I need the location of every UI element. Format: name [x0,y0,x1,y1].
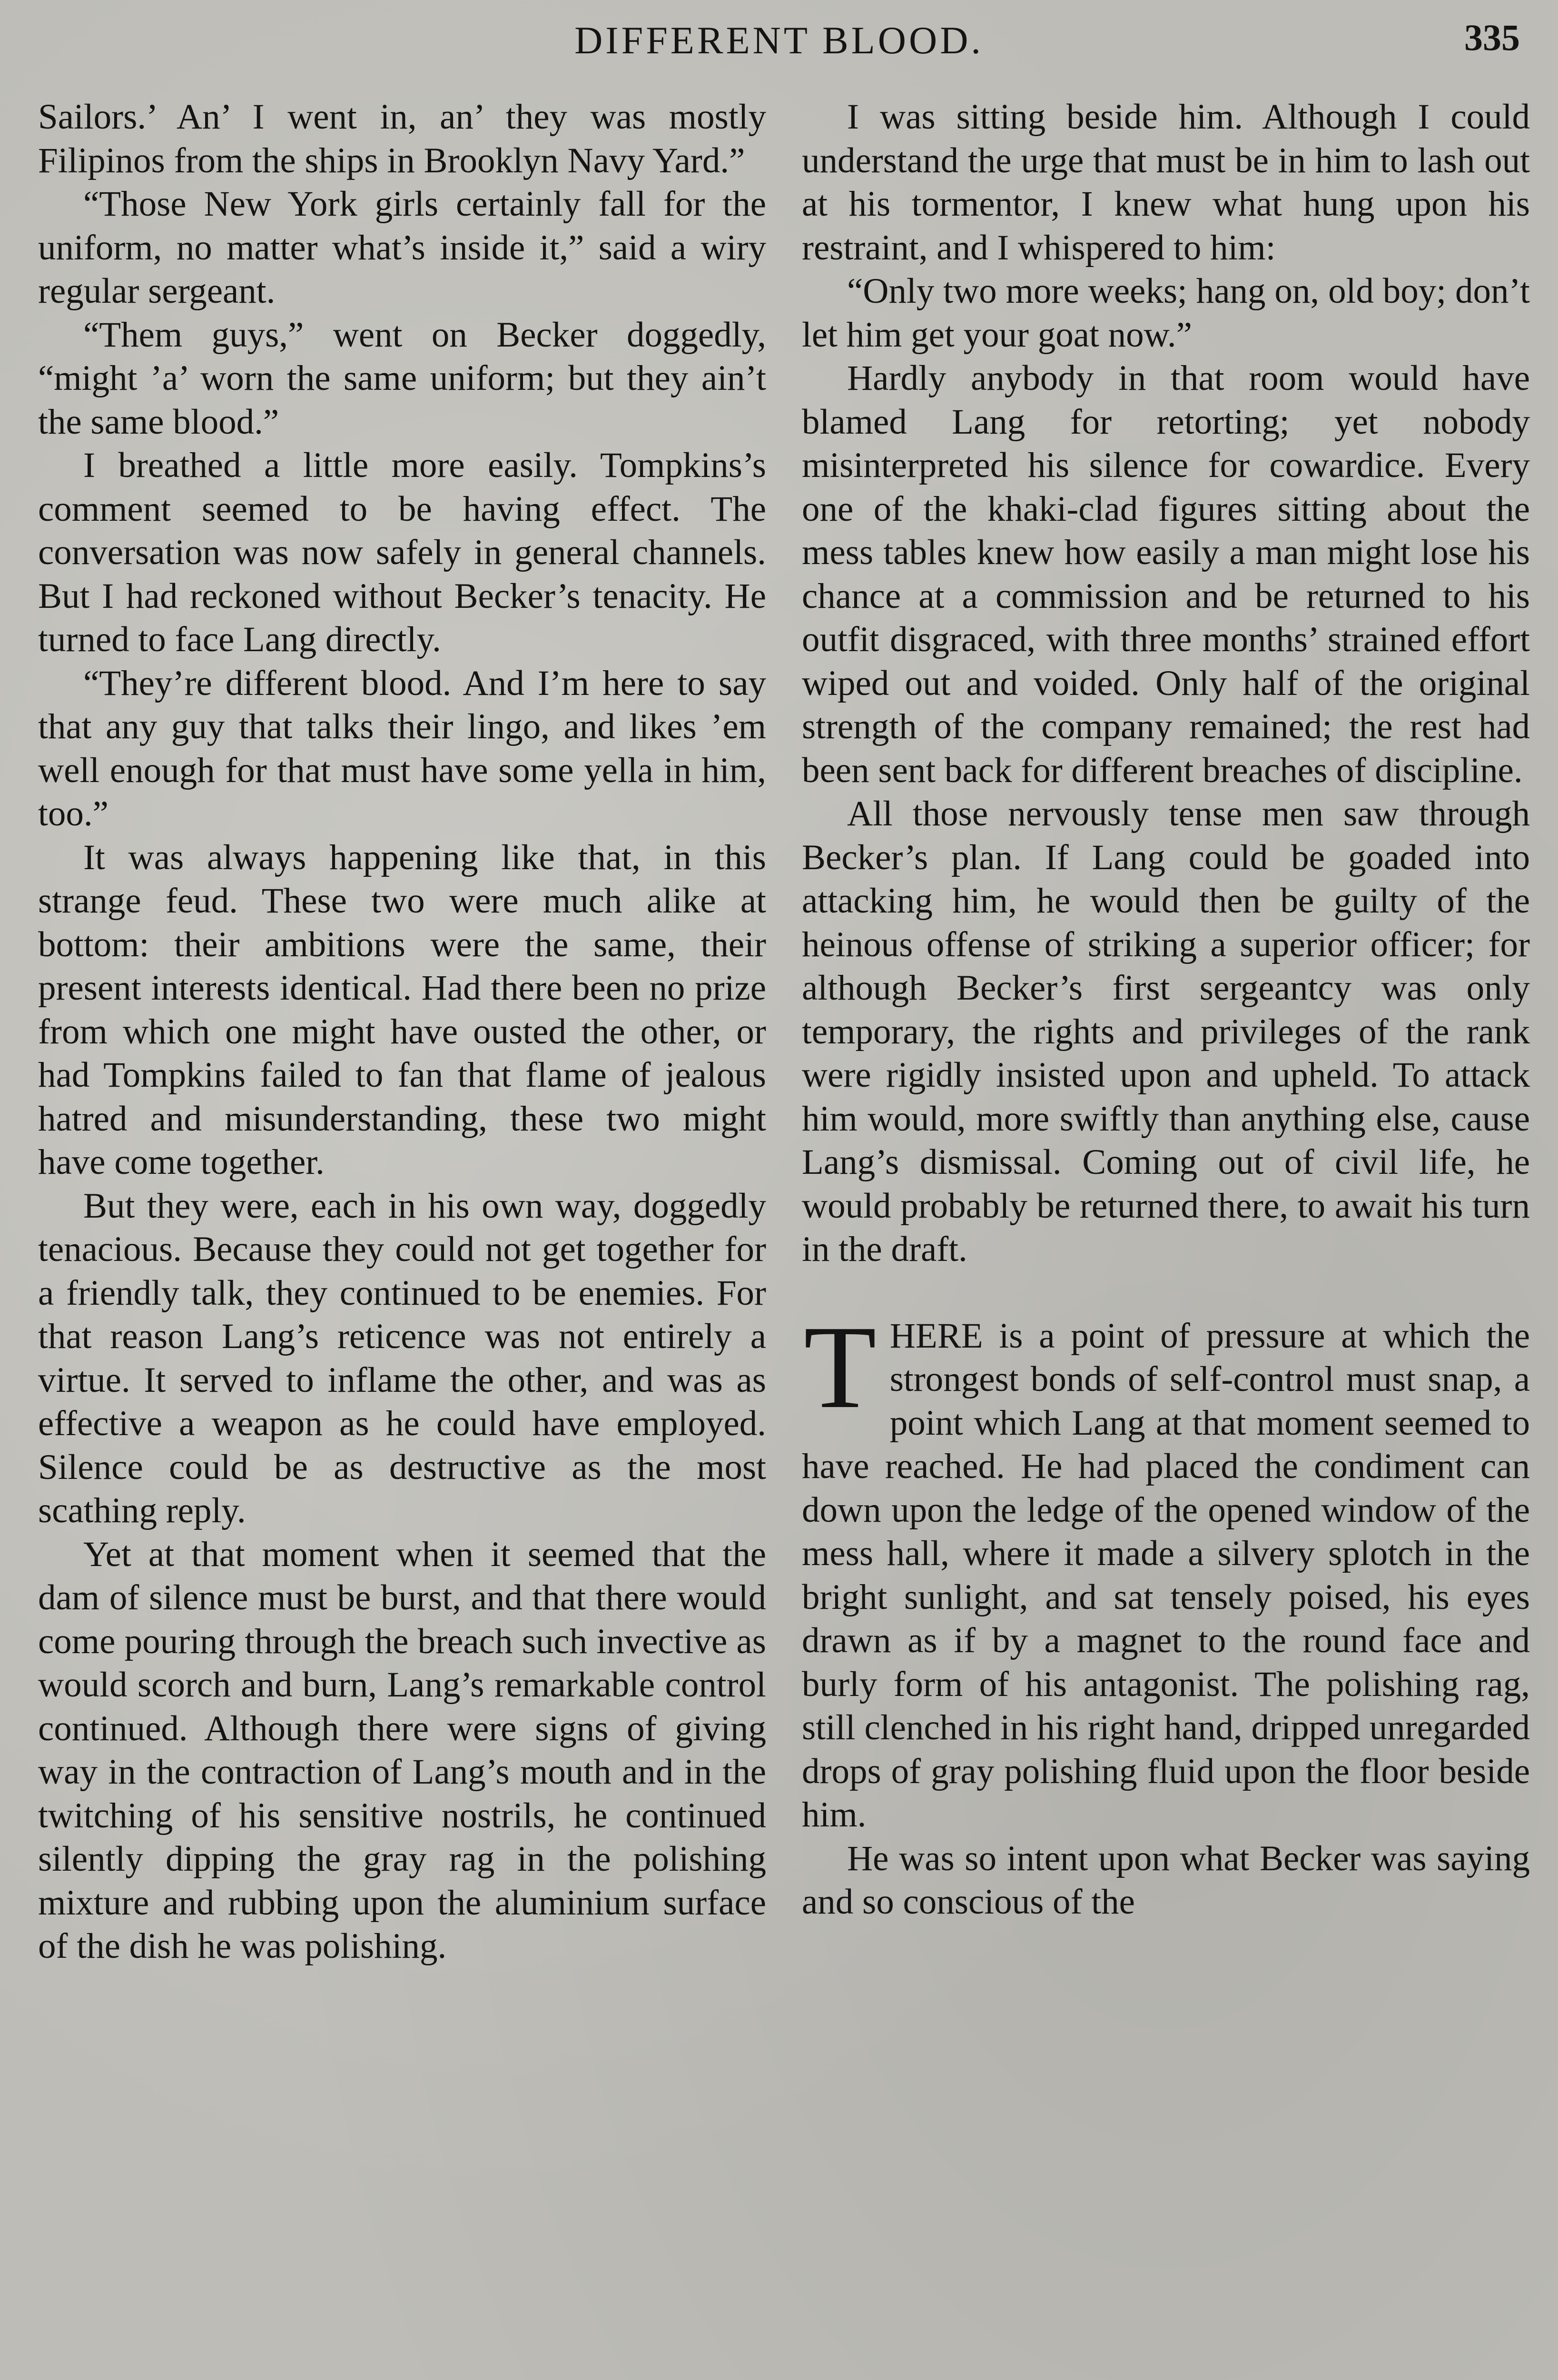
paragraph: I was sitting beside him. Although I could understand the urge that must be in him to lash out at his tormentor, I knew what hung upon his restraint, and I whispered to him: [802,97,1530,268]
paragraph: All those nervously tense men saw through Becker’s plan. If Lang could be goaded into attacking him, he would then be guilty of the heinous offense of striking a superior officer; for although Becker’s first sergeantcy was only temporary, the rights and privileges of the rank were rigidly insisted upon and upheld. To attack him would, more swiftly than anything else, cause Lang’s dismissal. Coming out of civil life, he would probably be returned there, to await his turn in the draft. [802,794,1530,1269]
section-opening-text: HERE is a point of pressure at which the strongest bonds of self-control must snap, a point which Lang at that moment seemed to have reached. He had placed the condiment can down upon the ledge of the opened window of the mess hall, where it made a silvery splotch in the bright sunlight, and sat tensely poised, his eyes drawn as if by a magnet to the round face and burly form of his antagonist. The polishing rag, still clenched in his right hand, dripped unregarded drops of gray polishing fluid upon the floor beside him. [802,1316,1530,1835]
running-title: DIFFERENT BLOOD. [574,19,984,62]
section-opening-paragraph [802,1301,1530,1837]
right-column [802,95,1530,1924]
paragraph: Yet at that moment when it seemed that the dam of silence must be burst, and that there would come pouring through the breach such invective as would scorch and burn, Lang’s remarkable control continued. Although there were signs of giving way in the contraction of Lang’s mouth and in the twitching of his sensitive nostrils, he continued silently dipping the gray rag in the polishing mixture and rubbing upon the aluminium surface of the dish he was polishing. [38,1534,766,1966]
paragraph: “Those New York girls certainly fall for the uniform, no matter what’s inside it,” said a wiry regular sergeant. [38,184,766,311]
left-column [38,95,766,1968]
paragraph: Hardly anybody in that room would have blamed Lang for retorting; yet nobody misinterpreted his silence for cowardice. Every one of the khaki-clad figures sitting about the mess tables knew how easily a man might lose his chance at a commission and be returned to his outfit disgraced, with three months’ strained effort wiped out and voided. Only half of the original strength of the company remained; the rest had been sent back for different breaches of discipline. [802,358,1530,790]
running-head [38,13,1520,70]
section-break [802,1271,1530,1314]
paragraph: But they were, each in his own way, doggedly tenacious. Because they could not get together for a friendly talk, they continued to be enemies. For that reason Lang’s reticence was not entirely a virtue. It served to inflame the other, and was as effective a weapon as he could have employed. Silence could be as destructive as the most scathing reply. [38,1186,766,1530]
drop-cap: T [804,1301,877,1433]
paragraph: “Only two more weeks; hang on, old boy; don’t let him get your goat now.” [802,271,1530,355]
paragraph: It was always happening like that, in this strange feud. These two were much alike at bottom: their ambitions were the same, their present interests identical. Had there been no prize from which one might have ousted the other, or had Tompkins failed to fan that flame of jealous hatred and misunderstanding, these two might have come together. [38,837,766,1182]
paragraph: He was so intent upon what Becker was saying and so conscious of the [802,1838,1530,1922]
paragraph: “Them guys,” went on Becker doggedly, “might ’a’ worn the same uniform; but they ain’t the same blood.” [38,315,766,442]
paragraph: I breathed a little more easily. Tompkins’s comment seemed to be having effect. The conversation was now safely in general channels. But I had reckoned without Becker’s tenacity. He turned to face Lang directly. [38,446,766,659]
page-number: 335 [1464,17,1520,58]
paragraph: “They’re different blood. And I’m here to say that any guy that talks their lingo, and likes ’em well enough for that must have some yella in him, too.” [38,663,766,833]
paragraph: Sailors.’ An’ I went in, an’ they was mostly Filipinos from the ships in Brooklyn Navy Yard.” [38,97,766,180]
